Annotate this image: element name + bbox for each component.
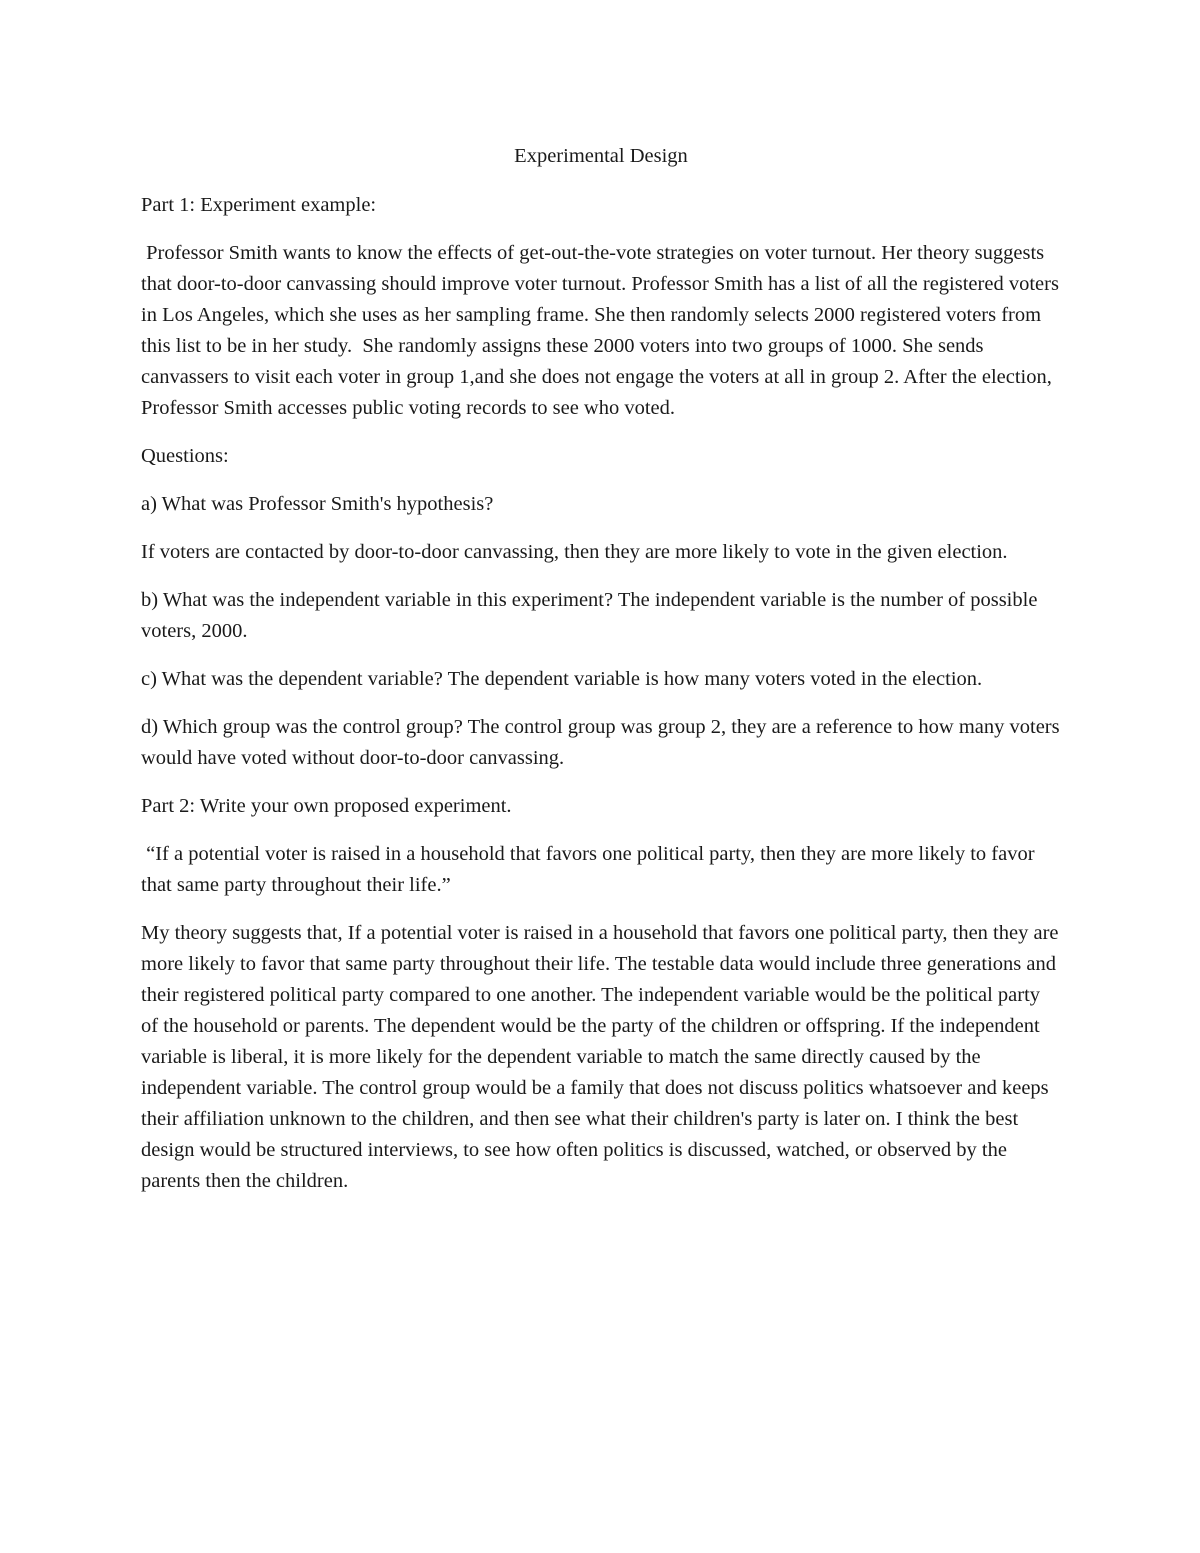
document-body [141, 141, 1065, 1214]
question-c: c) What was the dependent variable? The dependent variable is how many voters voted in the election. [141, 668, 983, 690]
answer-a: If voters are contacted by door-to-door canvassing, then they are more likely to vote in the given election. [141, 541, 1008, 563]
questions-heading: Questions: [141, 445, 229, 467]
part2-heading: Part 2: Write your own proposed experiment. [141, 795, 512, 817]
part1-body: Professor Smith wants to know the effects of get-out-the-vote strategies on voter turnout. Her theory suggests that door-to-door canvassing should improve voter turnout. Professor Smith has a list of all the registered voters in Los Angeles, which she uses as her sampling frame. She then randomly selects 2000 registered voters from this list to be in her study. She randomly assigns these 2000 voters into two groups of 1000. She sends canvassers to visit each voter in group 1,and she does not engage the voters at all in group 2. After the election, Professor Smith accesses public voting records to see who voted. [141, 242, 1065, 419]
question-a: a) What was Professor Smith's hypothesis? [141, 493, 494, 515]
question-b: b) What was the independent variable in this experiment? The independent variable is the number of possible voters, 2000. [141, 589, 1038, 642]
part1-heading: Part 1: Experiment example: [141, 194, 377, 216]
question-d: d) Which group was the control group? The control group was group 2, they are a reference to how many voters would have voted without door-to-door canvassing. [141, 716, 1060, 769]
part2-body: My theory suggests that, If a potential voter is raised in a household that favors one political party, then they are more likely to favor that same party throughout their life. The testable data would include three generations and their registered political party compared to one another. The independent variable would be the political party of the household or parents. The dependent would be the party of the children or offspring. If the independent variable is liberal, it is more likely for the dependent variable to match the same directly caused by the independent variable. The control group would be a family that does not discuss politics whatsoever and keeps their affiliation unknown to the children, and then see what their children's party is later on. I think the best design would be structured interviews, to see how often politics is discussed, watched, or observed by the parents then the children. [141, 922, 1059, 1192]
document-title: Experimental Design [514, 145, 688, 167]
part2-hypothesis: “If a potential voter is raised in a household that favors one political party, then they are more likely to favor that same party throughout their life.” [141, 843, 1040, 896]
